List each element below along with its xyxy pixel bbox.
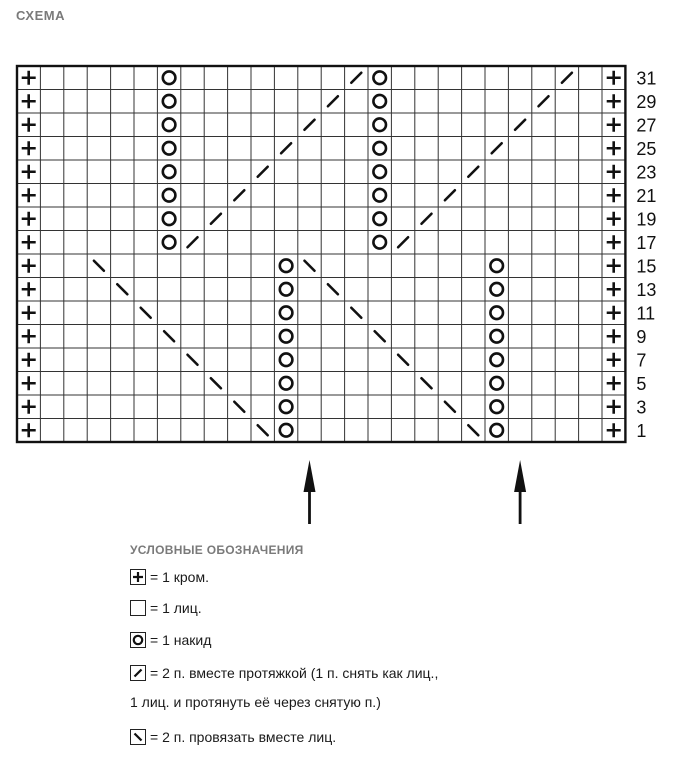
row-number-label: 17 <box>636 232 657 253</box>
row-number-label: 21 <box>636 185 657 206</box>
legend-text: = 1 кром. <box>150 569 209 585</box>
right-decrease-icon <box>130 729 146 745</box>
row-number-label: 29 <box>636 91 657 112</box>
row-number-label: 15 <box>636 256 657 277</box>
page-title: СХЕМА <box>16 8 65 23</box>
left-decrease-icon <box>130 665 146 681</box>
arrow-head-icon <box>514 460 526 492</box>
row-number-label: 1 <box>636 420 647 441</box>
arrow-head-icon <box>304 460 316 492</box>
row-number-label: 25 <box>636 138 657 159</box>
row-number-label: 7 <box>636 350 647 371</box>
row-number-label: 3 <box>636 397 647 418</box>
legend-continuation: 1 лиц. и протянуть её через снятую п.) <box>130 694 381 710</box>
row-number-label: 31 <box>636 68 657 89</box>
legend-text: = 1 накид <box>150 632 212 648</box>
row-number-label: 23 <box>636 162 657 183</box>
legend-text: = 2 п. вместе протяжкой (1 п. снять как лиц., <box>150 665 439 681</box>
edge-stitch-icon <box>130 569 146 585</box>
row-number-label: 27 <box>636 115 657 136</box>
row-number-label: 9 <box>636 326 647 347</box>
legend-title: УСЛОВНЫЕ ОБОЗНАЧЕНИЯ <box>130 543 304 557</box>
yarn-over-icon <box>130 632 146 648</box>
row-number-label: 11 <box>636 303 656 324</box>
row-number-label: 19 <box>636 209 657 230</box>
row-number-label: 5 <box>636 373 647 394</box>
row-number-label: 13 <box>636 279 657 300</box>
knit-stitch-icon <box>130 600 146 616</box>
legend-text: = 1 лиц. <box>150 600 202 616</box>
legend-text: = 2 п. провязать вместе лиц. <box>150 729 337 745</box>
